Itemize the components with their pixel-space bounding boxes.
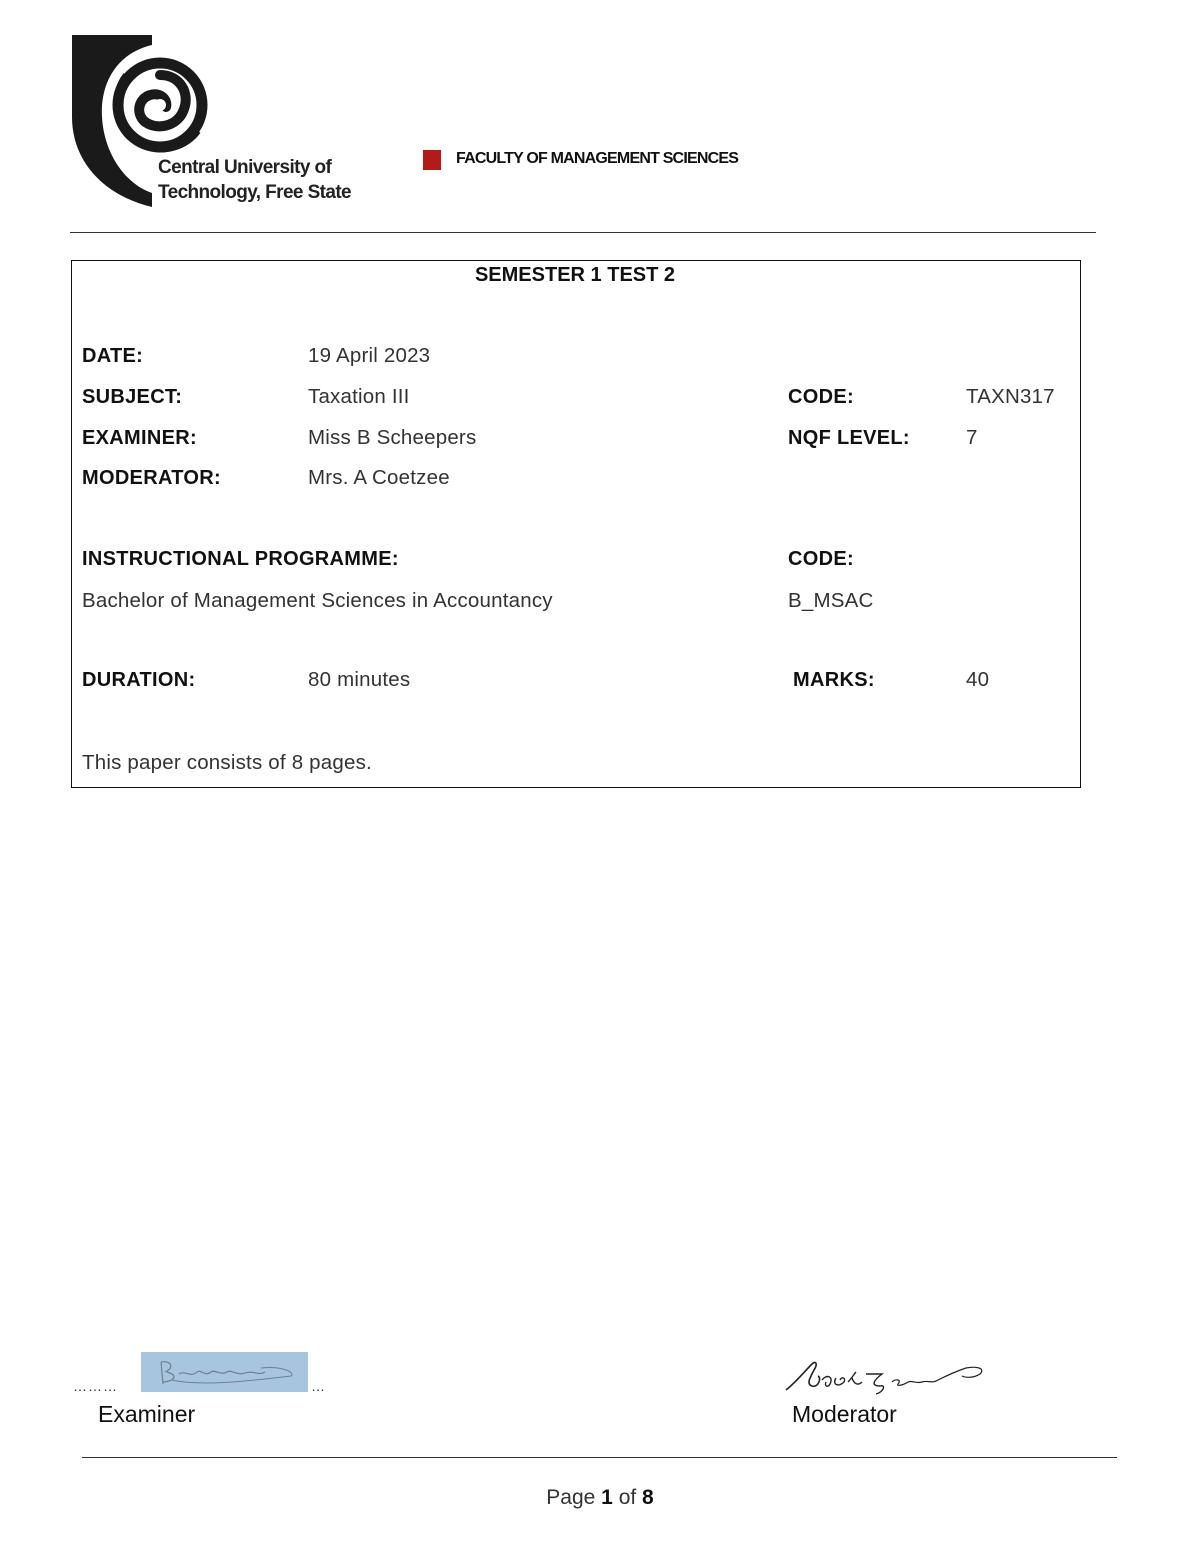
- examiner-value: Miss B Scheepers: [308, 426, 477, 449]
- examiner-signature-dots-right: …: [311, 1378, 326, 1394]
- moderator-value: Mrs. A Coetzee: [308, 466, 450, 489]
- header-divider: [70, 232, 1096, 233]
- programme-code-label: CODE:: [788, 548, 854, 570]
- moderator-label: MODERATOR:: [82, 467, 221, 489]
- page-of: of: [618, 1486, 637, 1509]
- code-value: TAXN317: [966, 385, 1055, 408]
- test-info-box: [71, 260, 1081, 788]
- logo-text-line2: Technology, Free State: [158, 182, 352, 203]
- duration-label: DURATION:: [82, 669, 196, 691]
- programme-code-value: B_MSAC: [788, 589, 874, 612]
- moderator-signature-label: Moderator: [792, 1401, 897, 1427]
- page-number: [0, 1486, 1200, 1510]
- subject-label: SUBJECT:: [82, 386, 183, 408]
- duration-value: 80 minutes: [308, 668, 411, 691]
- programme-label: INSTRUCTIONAL PROGRAMME:: [82, 548, 399, 570]
- subject-value: Taxation III: [308, 385, 410, 408]
- page-total: 8: [642, 1486, 654, 1509]
- logo-text-line1: Central University of: [158, 157, 332, 178]
- marks-value: 40: [966, 668, 990, 691]
- footer-divider: [82, 1457, 1117, 1458]
- examiner-label: EXAMINER:: [82, 427, 197, 449]
- page-current: 1: [601, 1486, 613, 1509]
- page-prefix: Page: [546, 1486, 596, 1509]
- pages-note: This paper consists of 8 pages.: [82, 751, 372, 774]
- programme-value: Bachelor of Management Sciences in Accountancy: [82, 589, 553, 612]
- code-label: CODE:: [788, 386, 854, 408]
- examiner-signature-dots-left: ………: [73, 1378, 118, 1394]
- date-value: 19 April 2023: [308, 344, 431, 367]
- faculty-label: FACULTY OF MANAGEMENT SCIENCES: [456, 150, 739, 167]
- examiner-signature-label: Examiner: [98, 1401, 196, 1427]
- date-label: DATE:: [82, 345, 144, 367]
- nqf-level-label: NQF LEVEL:: [788, 427, 910, 449]
- nqf-level-value: 7: [966, 426, 978, 449]
- faculty-marker: [423, 150, 441, 170]
- marks-label: MARKS:: [793, 669, 875, 691]
- test-title: SEMESTER 1 TEST 2: [474, 264, 676, 286]
- examiner-signature-image: [141, 1352, 308, 1392]
- moderator-signature-image: [782, 1354, 992, 1396]
